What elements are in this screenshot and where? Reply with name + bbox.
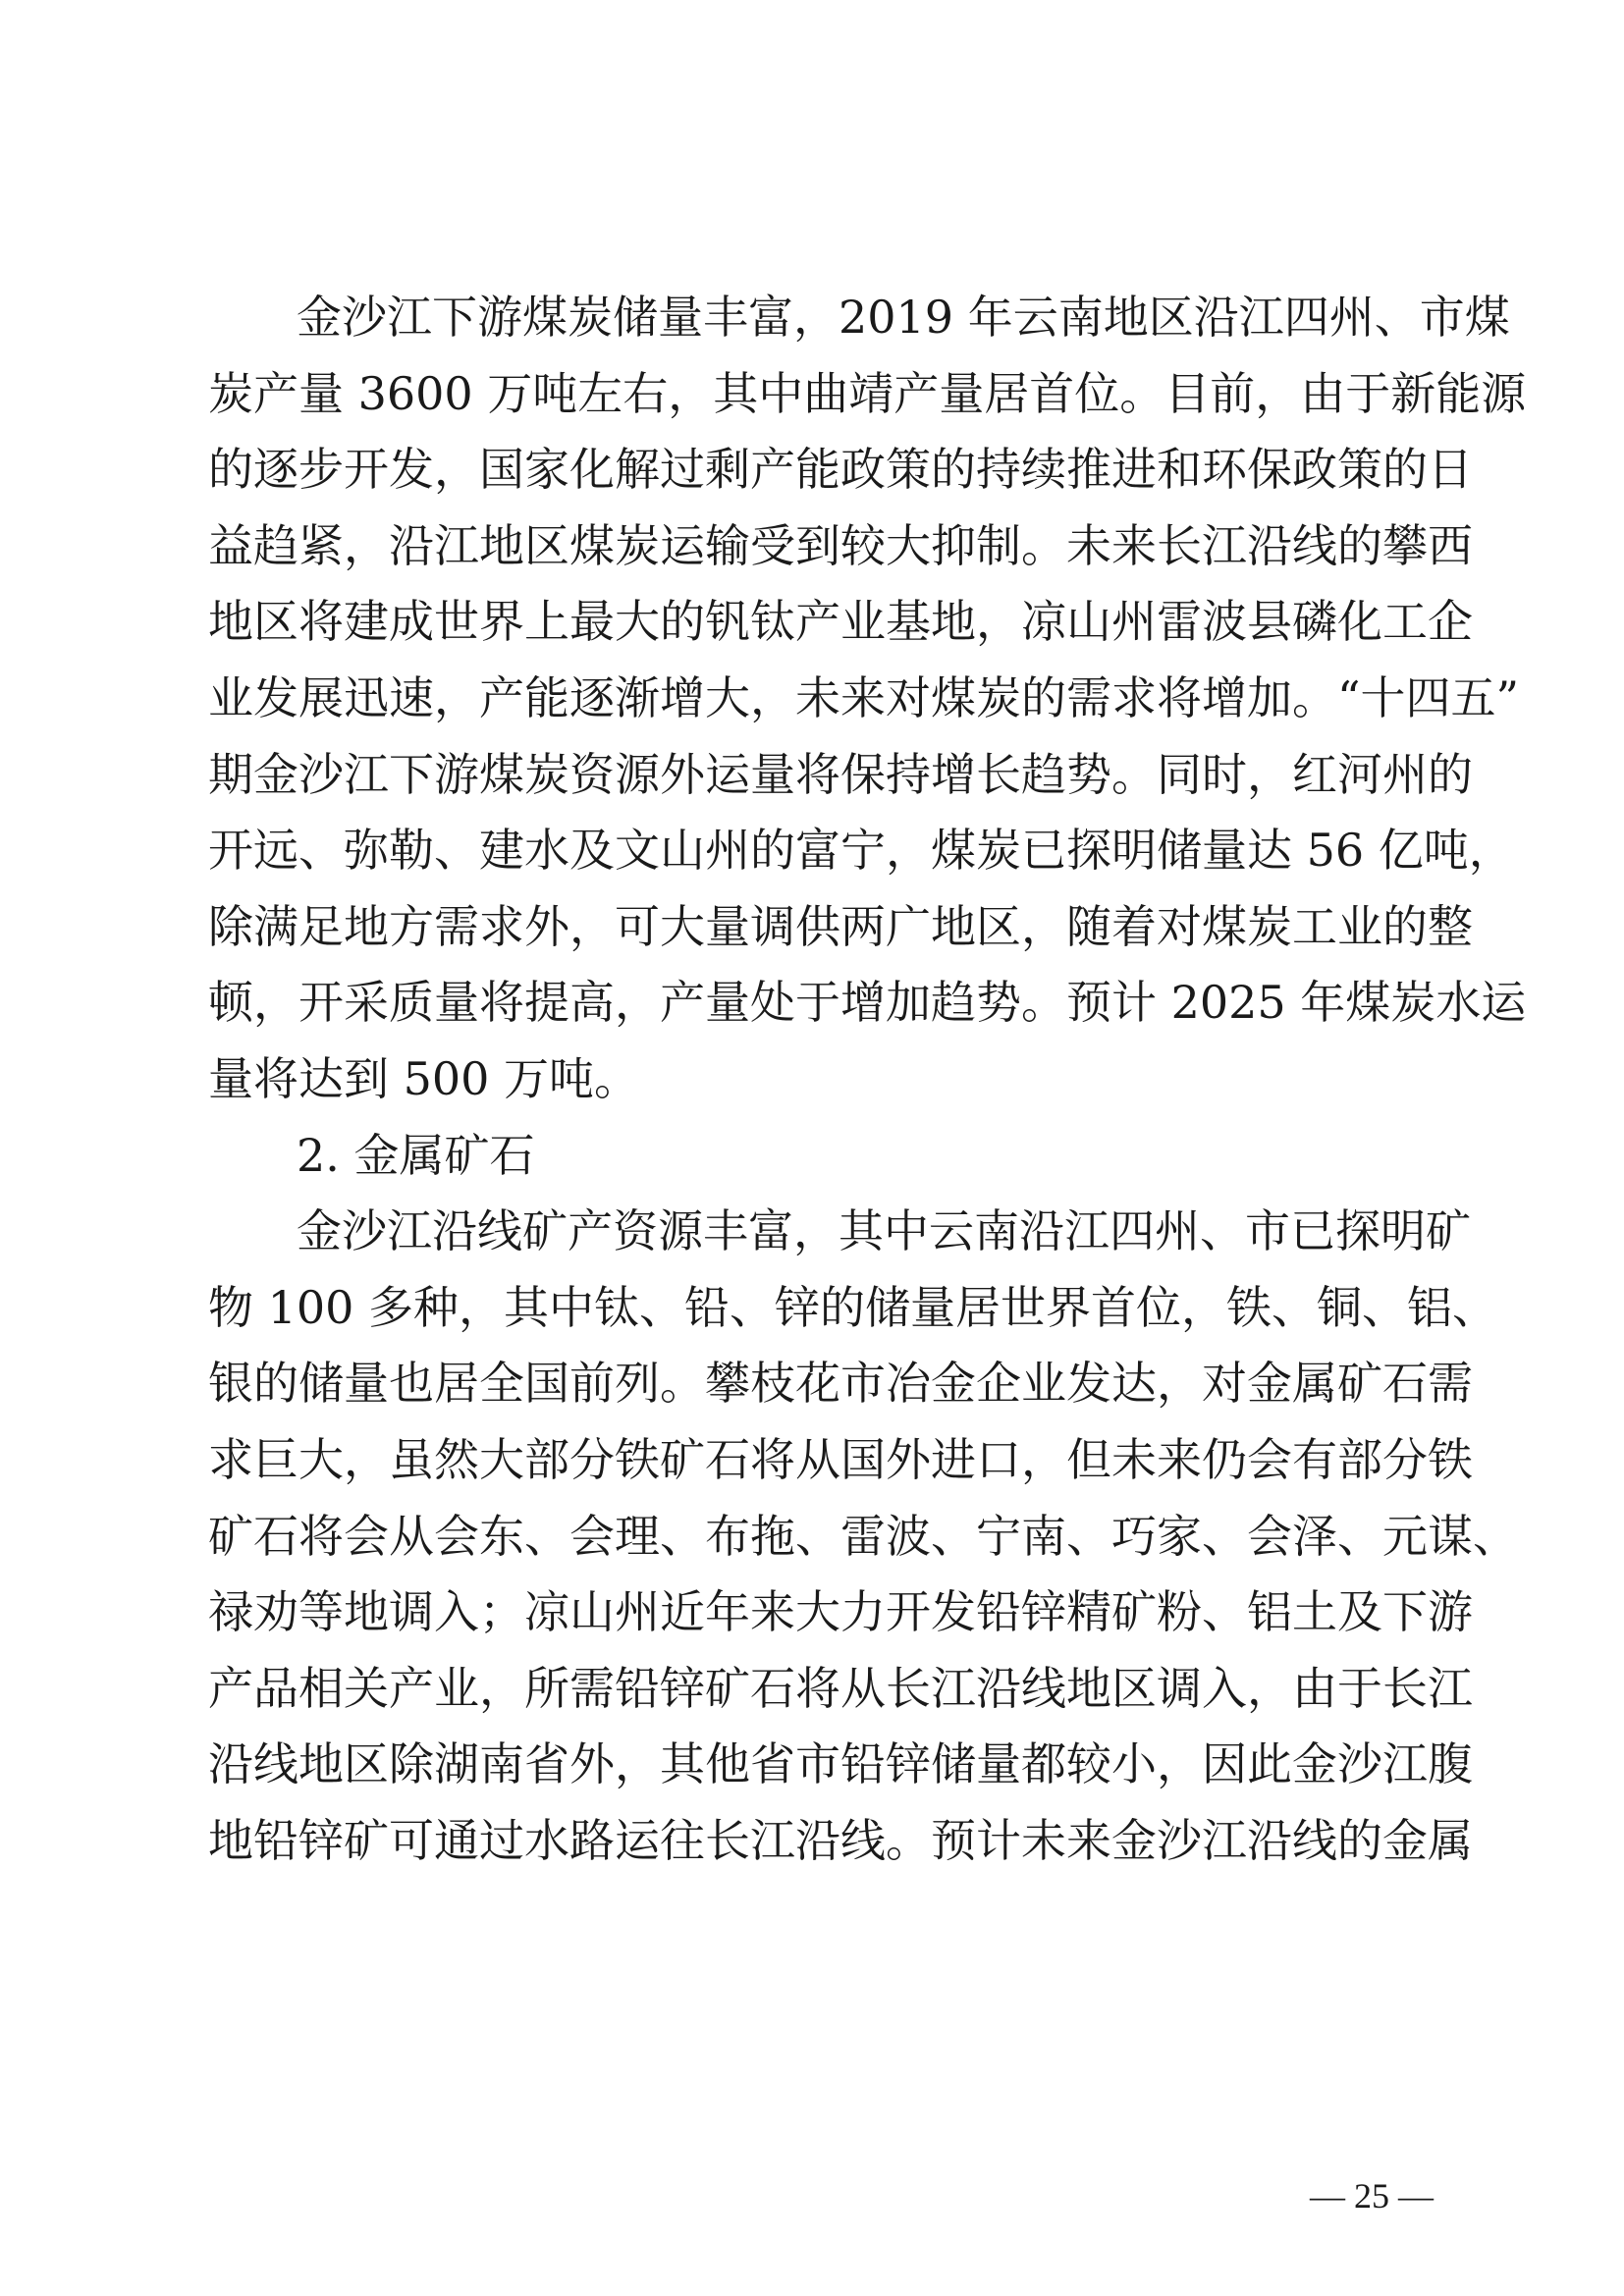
paragraph-line: 炭产量 3600 万吨左右，其中曲靖产量居首位。目前，由于新能源	[208, 366, 1527, 420]
paragraph-line: 地铅锌矿可通过水路运往长江沿线。预计未来金沙江沿线的金属	[208, 1813, 1473, 1867]
paragraph-line: 金沙江沿线矿产资源丰富，其中云南沿江四州、市已探明矿	[297, 1204, 1471, 1258]
paragraph-line: 除满足地方需求外，可大量调供两广地区，随着对煤炭工业的整	[208, 899, 1473, 953]
paragraph-line: 益趋紧，沿江地区煤炭运输受到较大抑制。未来长江沿线的攀西	[208, 518, 1473, 572]
paragraph-line: 的逐步开发，国家化解过剩产能政策的持续推进和环保政策的日	[208, 443, 1473, 497]
body-text	[208, 283, 1527, 1882]
paragraph-line: 银的储量也居全国前列。攀枝花市冶金企业发达，对金属矿石需	[208, 1357, 1473, 1411]
paragraph-line: 物 100 多种，其中钛、铅、锌的储量居世界首位，铁、铜、铝、	[208, 1280, 1498, 1334]
paragraph-line: 量将达到 500 万吨。	[208, 1051, 640, 1105]
paragraph-line: 开远、弥勒、建水及文山州的富宁，煤炭已探明储量达 56 亿吨，	[208, 824, 1514, 878]
paragraph-line: 顿，开采质量将提高，产量处于增加趋势。预计 2025 年煤炭水运	[208, 976, 1527, 1030]
paragraph-line: 期金沙江下游煤炭资源外运量将保持增长趋势。同时，红河州的	[208, 747, 1473, 801]
paragraph-line: 业发展迅速，产能逐渐增大，未来对煤炭的需求将增加。“十四五”	[208, 670, 1520, 724]
page-number: — 25 —	[1310, 2176, 1434, 2216]
paragraph-line: 矿石将会从会东、会理、布拖、雷波、宁南、巧家、会泽、元谋、	[208, 1509, 1518, 1563]
paragraph-line: 产品相关产业，所需铅锌矿石将从长江沿线地区调入，由于长江	[208, 1661, 1473, 1715]
paragraph-line: 沿线地区除湖南省外，其他省市铅锌储量都较小，因此金沙江腹	[208, 1737, 1473, 1791]
paragraph-line: 金沙江下游煤炭储量丰富，2019 年云南地区沿江四州、市煤	[297, 291, 1510, 344]
section-heading: 2. 金属矿石	[297, 1128, 535, 1182]
paragraph-line: 禄劝等地调入；凉山州近年来大力开发铅锌精矿粉、铝土及下游	[208, 1585, 1473, 1639]
paragraph-line: 求巨大，虽然大部分铁矿石将从国外进口，但未来仍会有部分铁	[208, 1432, 1473, 1486]
paragraph-line: 地区将建成世界上最大的钒钛产业基地，凉山州雷波县磷化工企	[208, 595, 1473, 649]
